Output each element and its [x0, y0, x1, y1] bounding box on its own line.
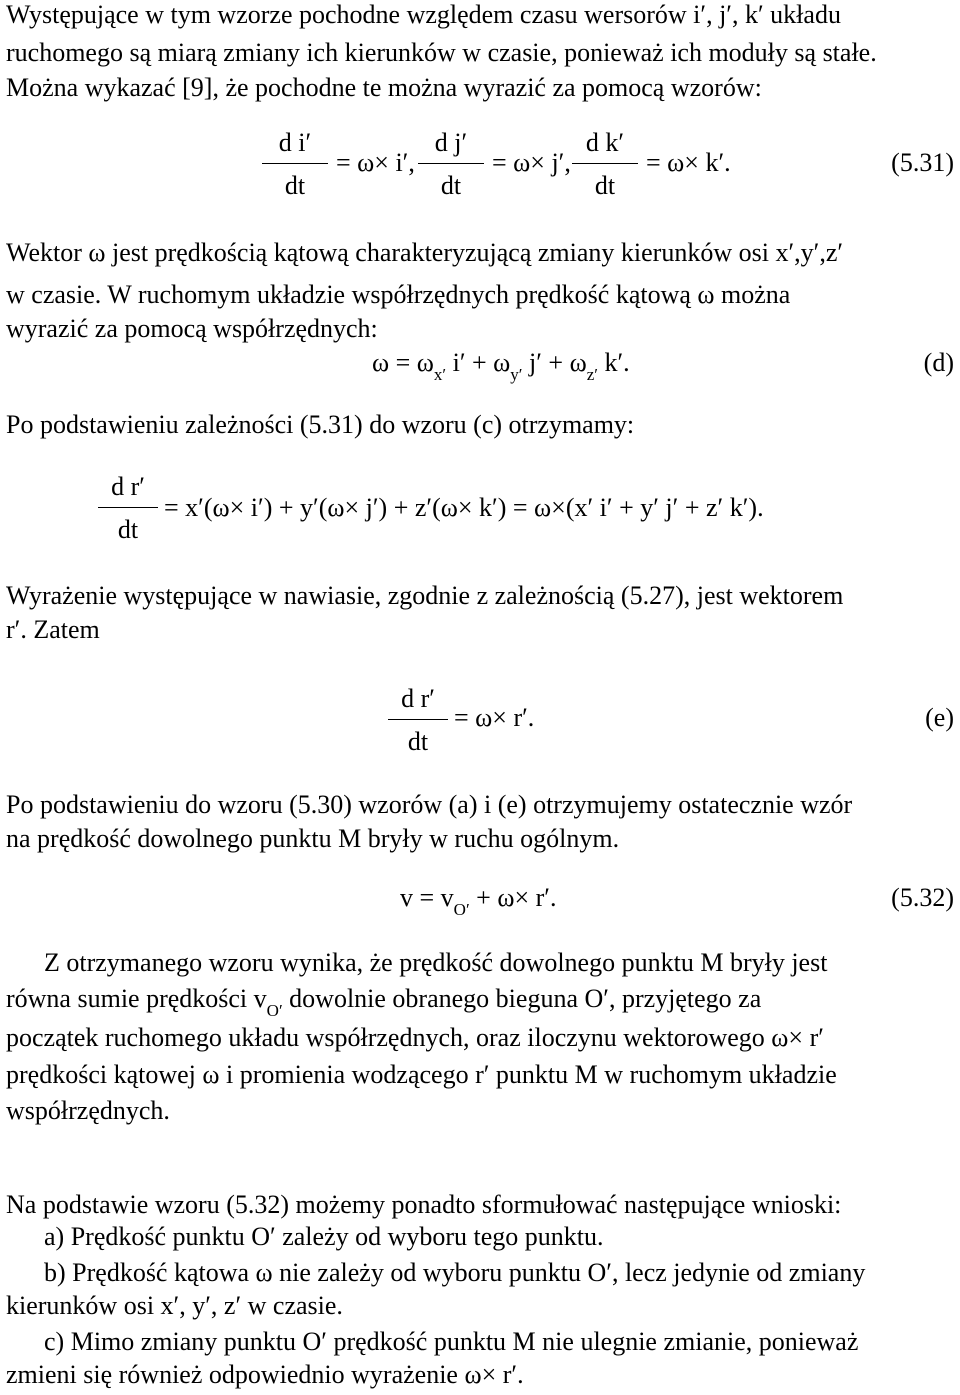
fraction-denominator: dt: [440, 171, 462, 200]
equation-body: [400, 883, 557, 919]
fraction-dj-dt: [418, 130, 484, 199]
equation-number: (d): [923, 348, 954, 377]
equation-number: (e): [925, 703, 954, 732]
fraction-dk-dt: [572, 130, 638, 199]
fraction-denominator: dt: [284, 171, 306, 200]
fraction-bar: [262, 163, 328, 164]
paragraph-4-line-2: r′. Zatem: [6, 615, 100, 644]
fraction-denominator: dt: [594, 171, 616, 200]
subscript-y: y′: [510, 365, 523, 384]
paragraph-1-line-3: Można wykazać [9], że pochodne te można wyrazić za pomocą wzorów:: [6, 73, 762, 102]
equation-rhs: = ω× r′.: [454, 703, 535, 732]
paragraph-6-line-3: początek ruchomego układu współrzędnych, oraz iloczynu wektorowego ω× r′: [6, 1023, 824, 1052]
fraction-bar: [388, 719, 448, 720]
text-run: Wyrażenie występujące w nawiasie, zgodnie z zależnością (5.27), jest wektorem: [6, 581, 844, 610]
conclusion-a: a) Prędkość punktu O′ zależy od wyboru tego punktu.: [44, 1222, 604, 1251]
paragraph-6-line-4: prędkości kątowej ω i promienia wodzącego r′ punktu M w ruchomym układzie: [6, 1060, 837, 1089]
paragraph-4-line-1: [6, 583, 954, 609]
fraction-numerator: d r′: [111, 472, 145, 501]
fraction-bar: [572, 163, 638, 164]
subscript-o: O′: [453, 900, 470, 919]
paragraph-7-line-1: Na podstawie wzoru (5.32) możemy ponadto sformułować następujące wnioski:: [6, 1190, 842, 1219]
fraction-dr-dt: [388, 686, 448, 755]
subscript-x: x′: [433, 365, 447, 384]
subscript-o: O′: [266, 1001, 283, 1020]
equation-text: j′ + ω: [522, 348, 587, 377]
equation-term-1: = ω× i′,: [336, 148, 415, 177]
text-run: Wektor ω jest prędkością kątową charakteryzującą zmiany kierunków osi x′,y′,z′: [6, 238, 844, 267]
conclusion-c-line-1: c) Mimo zmiany punktu O′ prędkość punktu M nie ulegnie zmianie, ponieważ: [44, 1327, 859, 1356]
paragraph-5-line-1: [6, 792, 954, 818]
fraction-di-dt: [262, 130, 328, 199]
fraction-numerator: d j′: [434, 128, 468, 157]
paragraph-1-line-1: Występujące w tym wzorze pochodne względem czasu wersorów i′, j′, k′ układu: [6, 0, 841, 29]
paragraph-3-line-1: Po podstawieniu zależności (5.31) do wzoru (c) otrzymamy:: [6, 410, 635, 439]
paragraph-1-line-2: ruchomego są miarą zmiany ich kierunków w czasie, ponieważ ich moduły są stałe.: [6, 38, 877, 67]
paragraph-6-line-2: [6, 984, 762, 1020]
paragraph-6-line-5: współrzędnych.: [6, 1096, 170, 1125]
equation-rhs: = x′(ω× i′) + y′(ω× j′) + z′(ω× k′) = ω×(x′ i′ + y′ j′ + z′ k′).: [164, 493, 764, 522]
equation-text: v = v: [400, 883, 454, 912]
text-run: dowolnie obranego bieguna O′, przyjętego za: [282, 984, 762, 1013]
equation-number: (5.32): [891, 883, 954, 912]
fraction-bar: [98, 507, 158, 508]
paragraph-5-line-2: na prędkość dowolnego punktu M bryły w ruchu ogólnym.: [6, 824, 620, 853]
fraction-denominator: dt: [117, 515, 139, 544]
conclusion-b-line-2: kierunków osi x′, y′, z′ w czasie.: [6, 1291, 343, 1320]
equation-body: [372, 348, 630, 384]
conclusion-b-line-1: b) Prędkość kątowa ω nie zależy od wyboru punktu O′, lecz jedynie od zmiany: [44, 1258, 866, 1287]
text-run: Z otrzymanego wzoru wynika, że prędkość dowolnego punktu M bryły jest: [44, 948, 828, 977]
fraction-numerator: d i′: [278, 128, 312, 157]
equation-text: ω = ω: [372, 348, 434, 377]
fraction-numerator: d k′: [585, 128, 625, 157]
paragraph-6-line-1: [44, 950, 954, 976]
equation-text: i′ + ω: [446, 348, 511, 377]
text-run: równa sumie prędkości v: [6, 984, 267, 1013]
text-run: Po podstawieniu do wzoru (5.30) wzorów (a) i (e) otrzymujemy ostatecznie wzór: [6, 790, 853, 819]
equation-text: + ω× r′.: [469, 883, 557, 912]
paragraph-2-line-1: [6, 240, 954, 266]
paragraph-2-line-3: wyrazić za pomocą współrzędnych:: [6, 314, 378, 343]
conclusion-c-line-2: zmieni się również odpowiednio wyrażenie ω× r′.: [6, 1360, 524, 1389]
fraction-bar: [418, 163, 484, 164]
paragraph-2-line-2: w czasie. W ruchomym układzie współrzędnych prędkość kątową ω można: [6, 280, 791, 309]
fraction-numerator: d r′: [401, 684, 435, 713]
equation-number: (5.31): [891, 148, 954, 177]
fraction-denominator: dt: [407, 727, 429, 756]
fraction-dr-dt: [98, 474, 158, 543]
equation-text: k′.: [597, 348, 630, 377]
subscript-z: z′: [586, 365, 598, 384]
equation-term-3: = ω× k′.: [646, 148, 731, 177]
equation-term-2: = ω× j′,: [492, 148, 571, 177]
